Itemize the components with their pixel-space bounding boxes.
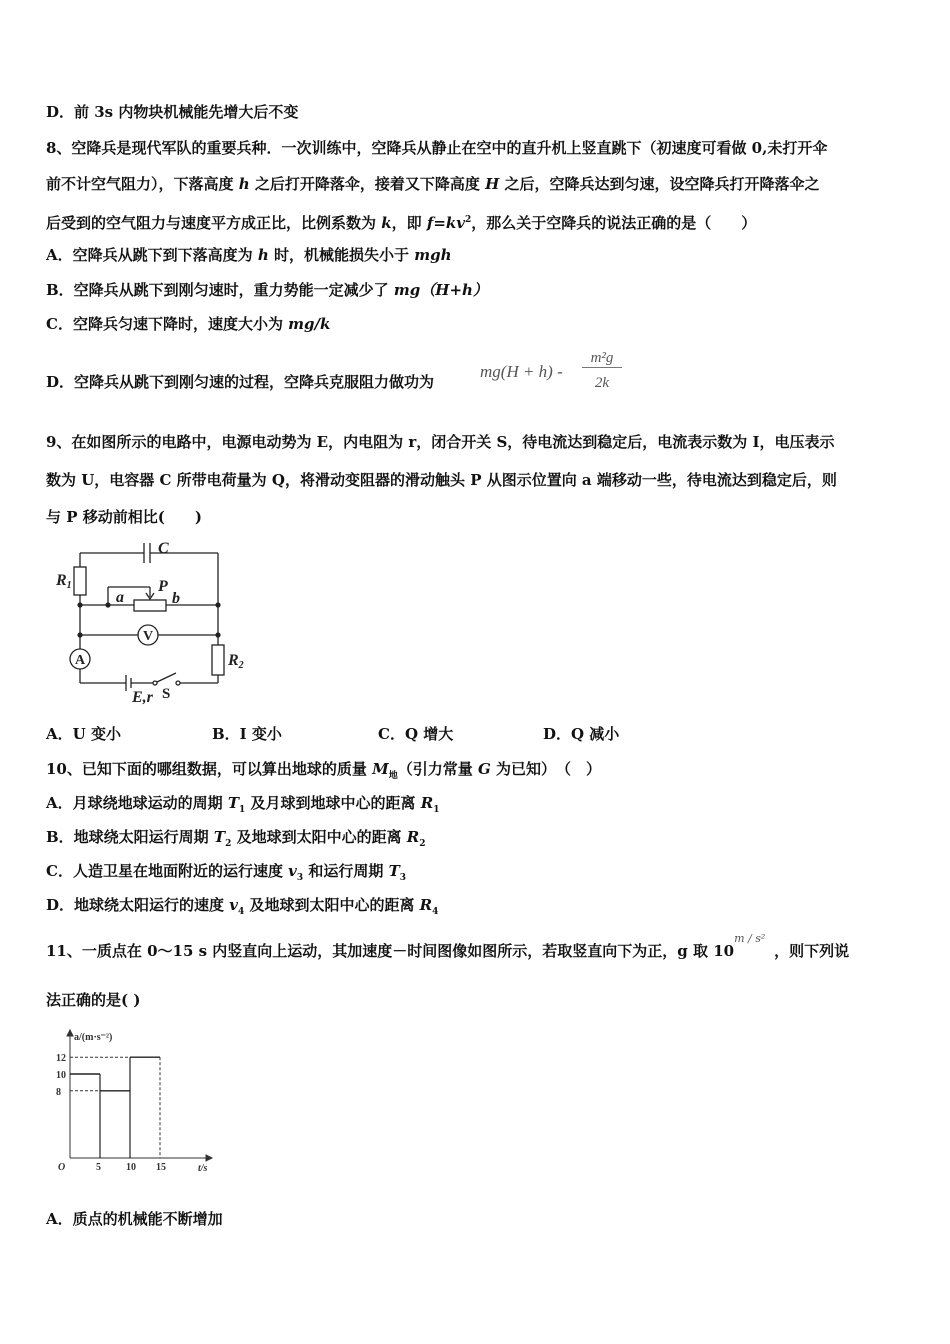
q9-stem-line3: 与 P 移动前相比( ) [46, 508, 202, 526]
q7-option-d: D．前 3s 内物块机械能先增大后不变 [46, 103, 299, 121]
q10-option-b: B．地球绕太阳运行周期 $T_2$ 及地球到太阳中心的距离 $R_2$ [46, 828, 426, 849]
ammeter-symbol: A [75, 653, 86, 668]
q10-option-d: D．地球绕太阳运行的速度 $v_4$ 及地球到太阳中心的距离 $R_4$ [46, 896, 439, 917]
label-b: b [172, 590, 180, 607]
y-tick-label-12: 12 [56, 1053, 66, 1065]
x-tick-label-10: 10 [126, 1162, 136, 1173]
q11-unit: m / s² [734, 932, 766, 945]
q9-option-a: A．U 变小 [46, 725, 121, 743]
q11-stem-line2: 法正确的是( ) [46, 991, 141, 1009]
q8-formula-denominator: 2k [594, 375, 610, 391]
label-a: a [116, 589, 124, 606]
label-r1: R1 [56, 572, 72, 591]
q10-option-c: C．人造卫星在地面附近的运行速度 $v_3$ 和运行周期 $T_3$ [46, 862, 407, 883]
voltmeter-symbol: V [143, 629, 154, 644]
q10-option-a: A．月球绕地球运动的周期 $T_1$ 及月球到地球中心的距离 $R_1$ [46, 794, 440, 815]
q8-stem-line1: 8、空降兵是现代军队的重要兵种．一次训练中，空降兵从静止在空中的直升机上竖直跳下（初速度可看做 0,未打开伞 [46, 139, 828, 157]
y-axis-label: a/(m·s⁻²) [74, 1032, 113, 1043]
label-p: P [158, 578, 168, 595]
q9-stem-line2: 数为 U，电容器 C 所带电荷量为 Q，将滑动变阻器的滑动触头 P 从图示位置向 a 端移动一些，待电流达到稳定后，则 [46, 471, 837, 489]
q8-formula-numerator: m²g [582, 350, 622, 368]
q9-option-c: C．Q 增大 [378, 725, 454, 743]
q9-stem-line1: 9、在如图所示的电路中，电源电动势为 E，内电阻为 r，闭合开关 S，待电流达到稳定后，电流表示数为 I，电压表示 [46, 433, 835, 451]
y-tick-label-10: 10 [56, 1070, 66, 1081]
q8-option-a: A．空降兵从跳下到下落高度为 h 时，机械能损失小于 mgh [46, 246, 452, 264]
x-axis-label: t/s [198, 1163, 208, 1174]
q8-option-d: D．空降兵从跳下到刚匀速的过程，空降兵克服阻力做功为 [46, 373, 435, 391]
circuit-diagram [48, 535, 258, 705]
x-tick-label-15: 15 [156, 1162, 166, 1173]
q11-stem-line1: 11、一质点在 0～15 s 内竖直向上运动，其加速度－时间图像如图所示，若取竖直向下为正，g 取 10m / s²，则下列说 [46, 941, 849, 961]
y-tick-label-8: 8 [56, 1086, 61, 1098]
label-battery: E,r [132, 689, 153, 705]
label-r2: R2 [228, 652, 244, 671]
q8-stem-line3: 后受到的空气阻力与速度平方成正比，比例系数为 k，即 $f=kv^2$，那么关于空降兵的说法正确的是（ ） [46, 214, 757, 232]
q8-option-c: C．空降兵匀速下降时，速度大小为 mg/k [46, 315, 331, 333]
x-tick-label-5: 5 [96, 1162, 101, 1173]
acceleration-time-graph [46, 1028, 216, 1178]
origin-label: O [58, 1162, 66, 1173]
q9-option-b: B．I 变小 [212, 725, 282, 743]
q10-stem: 10、已知下面的哪组数据，可以算出地球的质量 $M_地$（引力常量 G 为已知） （ ） [46, 760, 602, 781]
q8-formula-left: mg(H + h) - [480, 362, 563, 381]
q11-option-a: A．质点的机械能不断增加 [46, 1210, 223, 1228]
label-capacitor: C [158, 540, 169, 557]
label-switch: S [162, 686, 171, 702]
q8-option-b: B．空降兵从跳下到刚匀速时，重力势能一定减少了 mg（H+h） [46, 281, 488, 299]
q8-stem-line2: 前不计空气阻力），下落高度 h 之后打开降落伞，接着又下降高度 H 之后，空降兵达到匀速，设空降兵打开降落伞之 [46, 175, 820, 193]
q9-option-d: D．Q 减小 [543, 725, 620, 743]
